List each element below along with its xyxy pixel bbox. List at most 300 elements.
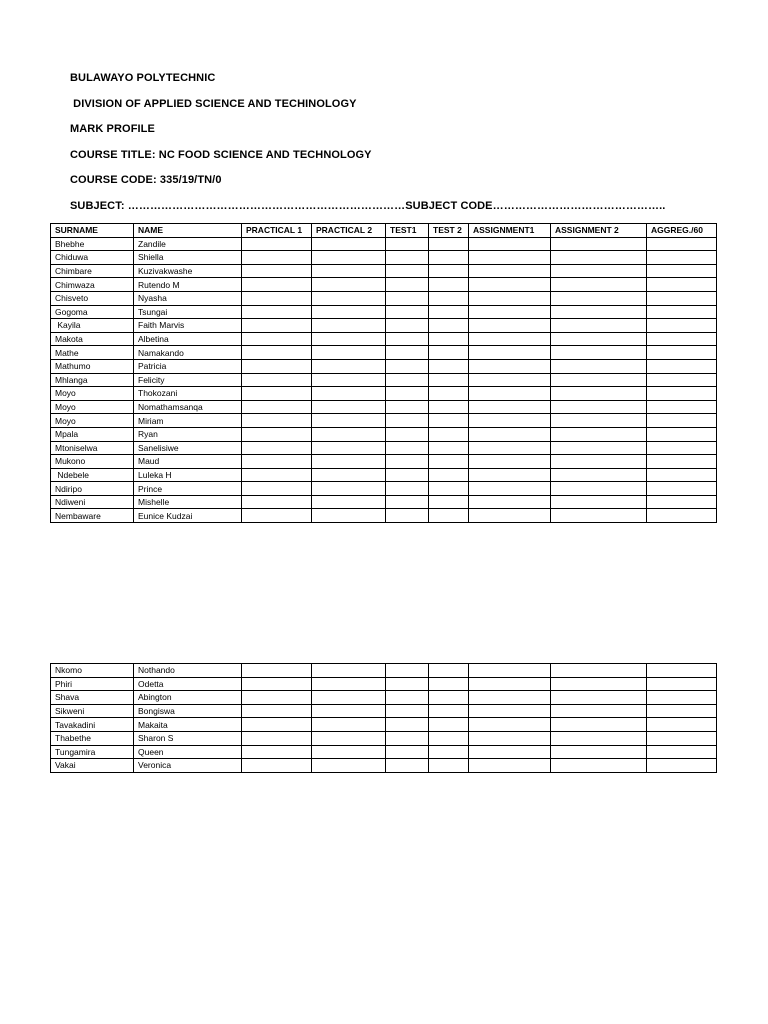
assignment-2-cell: [551, 305, 647, 319]
practical-1-cell: [242, 291, 312, 305]
assignment-1-cell: [469, 414, 551, 428]
practical-1-cell: [242, 414, 312, 428]
name-cell: Miriam: [134, 414, 242, 428]
aggregate-cell: [647, 441, 717, 455]
assignment-2-cell: [551, 455, 647, 469]
table-row: [51, 745, 717, 759]
test-1-cell: [386, 677, 429, 691]
aggregate-cell: [647, 305, 717, 319]
table-row: [51, 359, 717, 373]
test-2-cell: [429, 509, 469, 523]
surname-cell: Makota: [51, 332, 134, 346]
table-row: [51, 441, 717, 455]
surname-cell: Mathe: [51, 346, 134, 360]
assignment-1-cell: [469, 677, 551, 691]
table-row: [51, 400, 717, 414]
assignment-2-cell: [551, 704, 647, 718]
assignment-1-cell: [469, 745, 551, 759]
name-cell: Eunice Kudzai: [134, 509, 242, 523]
surname-cell: Mpala: [51, 427, 134, 441]
assignment-2-cell: [551, 291, 647, 305]
test-1-cell: [386, 455, 429, 469]
test-1-cell: [386, 664, 429, 678]
aggregate-cell: [647, 731, 717, 745]
assignment-1-cell: [469, 359, 551, 373]
table-row: [51, 387, 717, 401]
surname-cell: Chimwaza: [51, 278, 134, 292]
surname-cell: Shava: [51, 691, 134, 705]
table-row: [51, 704, 717, 718]
course-title: COURSE TITLE: NC FOOD SCIENCE AND TECHNOLOGY: [70, 149, 372, 161]
test-1-cell: [386, 346, 429, 360]
practical-2-cell: [312, 455, 386, 469]
assignment-1-cell: [469, 237, 551, 251]
surname-cell: Chiduwa: [51, 251, 134, 265]
assignment-2-cell: [551, 441, 647, 455]
practical-2-cell: [312, 664, 386, 678]
practical-2-cell: [312, 400, 386, 414]
practical-1-cell: [242, 704, 312, 718]
practical-1-cell: [242, 387, 312, 401]
assignment-1-cell: [469, 278, 551, 292]
assignment-1-cell: [469, 346, 551, 360]
document-title: MARK PROFILE: [70, 123, 155, 135]
mark-table-bottom: [50, 663, 717, 773]
table-row: [51, 346, 717, 360]
surname-cell: Sikweni: [51, 704, 134, 718]
name-cell: Makaita: [134, 718, 242, 732]
test-1-cell: [386, 482, 429, 496]
practical-2-cell: [312, 509, 386, 523]
aggregate-cell: [647, 677, 717, 691]
institution-name: BULAWAYO POLYTECHNIC: [70, 72, 216, 84]
practical-2-cell: [312, 495, 386, 509]
surname-cell: Bhebhe: [51, 237, 134, 251]
test-2-cell: [429, 677, 469, 691]
practical-2-cell: [312, 745, 386, 759]
assignment-1-cell: [469, 455, 551, 469]
practical-2-cell: [312, 677, 386, 691]
assignment-1-cell: [469, 495, 551, 509]
test-2-cell: [429, 759, 469, 773]
aggregate-cell: [647, 482, 717, 496]
practical-1-cell: [242, 237, 312, 251]
column-header-practical-1: PRACTICAL 1: [242, 224, 312, 238]
name-cell: Nomathamsanqa: [134, 400, 242, 414]
assignment-2-cell: [551, 718, 647, 732]
practical-1-cell: [242, 677, 312, 691]
table-row: [51, 251, 717, 265]
practical-1-cell: [242, 427, 312, 441]
test-1-cell: [386, 387, 429, 401]
aggregate-cell: [647, 291, 717, 305]
practical-1-cell: [242, 745, 312, 759]
name-cell: Veronica: [134, 759, 242, 773]
practical-2-cell: [312, 264, 386, 278]
surname-cell: Moyo: [51, 387, 134, 401]
column-header-test-1: TEST1: [386, 224, 429, 238]
assignment-2-cell: [551, 482, 647, 496]
test-1-cell: [386, 400, 429, 414]
name-cell: Thokozani: [134, 387, 242, 401]
practical-1-cell: [242, 278, 312, 292]
name-cell: Prince: [134, 482, 242, 496]
test-1-cell: [386, 468, 429, 482]
name-cell: Queen: [134, 745, 242, 759]
practical-1-cell: [242, 691, 312, 705]
name-cell: Sharon S: [134, 731, 242, 745]
name-cell: Rutendo M: [134, 278, 242, 292]
surname-cell: Tungamira: [51, 745, 134, 759]
assignment-1-cell: [469, 441, 551, 455]
aggregate-cell: [647, 414, 717, 428]
assignment-2-cell: [551, 731, 647, 745]
table-row: [51, 264, 717, 278]
aggregate-cell: [647, 400, 717, 414]
aggregate-cell: [647, 468, 717, 482]
table-row: [51, 677, 717, 691]
test-2-cell: [429, 427, 469, 441]
practical-1-cell: [242, 455, 312, 469]
test-2-cell: [429, 264, 469, 278]
practical-2-cell: [312, 373, 386, 387]
assignment-2-cell: [551, 468, 647, 482]
assignment-1-cell: [469, 509, 551, 523]
table-row: [51, 455, 717, 469]
name-cell: Kuzivakwashe: [134, 264, 242, 278]
surname-cell: Vakai: [51, 759, 134, 773]
test-1-cell: [386, 745, 429, 759]
assignment-2-cell: [551, 264, 647, 278]
test-2-cell: [429, 278, 469, 292]
practical-1-cell: [242, 495, 312, 509]
assignment-1-cell: [469, 691, 551, 705]
practical-1-cell: [242, 264, 312, 278]
assignment-1-cell: [469, 704, 551, 718]
test-1-cell: [386, 718, 429, 732]
surname-cell: Moyo: [51, 414, 134, 428]
test-2-cell: [429, 414, 469, 428]
assignment-2-cell: [551, 691, 647, 705]
assignment-2-cell: [551, 400, 647, 414]
practical-1-cell: [242, 718, 312, 732]
practical-2-cell: [312, 305, 386, 319]
assignment-1-cell: [469, 718, 551, 732]
assignment-1-cell: [469, 759, 551, 773]
table-row: [51, 291, 717, 305]
name-cell: Mishelle: [134, 495, 242, 509]
test-2-cell: [429, 468, 469, 482]
aggregate-cell: [647, 278, 717, 292]
table-row: [51, 718, 717, 732]
table-row: [51, 237, 717, 251]
table-row: [51, 759, 717, 773]
practical-2-cell: [312, 387, 386, 401]
assignment-1-cell: [469, 251, 551, 265]
name-cell: Zandile: [134, 237, 242, 251]
aggregate-cell: [647, 759, 717, 773]
table-row: [51, 319, 717, 333]
surname-cell: Mukono: [51, 455, 134, 469]
test-1-cell: [386, 237, 429, 251]
practical-2-cell: [312, 759, 386, 773]
practical-1-cell: [242, 482, 312, 496]
name-cell: Tsungai: [134, 305, 242, 319]
aggregate-cell: [647, 495, 717, 509]
assignment-2-cell: [551, 346, 647, 360]
name-cell: Sanelisiwe: [134, 441, 242, 455]
aggregate-cell: [647, 346, 717, 360]
surname-cell: Ndebele: [51, 468, 134, 482]
test-2-cell: [429, 251, 469, 265]
table-header-row: [51, 224, 717, 238]
assignment-2-cell: [551, 387, 647, 401]
practical-1-cell: [242, 400, 312, 414]
test-1-cell: [386, 427, 429, 441]
assignment-1-cell: [469, 264, 551, 278]
assignment-2-cell: [551, 414, 647, 428]
surname-cell: Phiri: [51, 677, 134, 691]
table-row: [51, 332, 717, 346]
surname-cell: Thabethe: [51, 731, 134, 745]
assignment-2-cell: [551, 677, 647, 691]
name-cell: Shiella: [134, 251, 242, 265]
assignment-1-cell: [469, 731, 551, 745]
assignment-2-cell: [551, 664, 647, 678]
surname-cell: Nembaware: [51, 509, 134, 523]
name-cell: Abington: [134, 691, 242, 705]
test-2-cell: [429, 664, 469, 678]
practical-2-cell: [312, 731, 386, 745]
surname-cell: Mhlanga: [51, 373, 134, 387]
assignment-1-cell: [469, 468, 551, 482]
test-1-cell: [386, 731, 429, 745]
test-1-cell: [386, 359, 429, 373]
practical-1-cell: [242, 332, 312, 346]
assignment-2-cell: [551, 509, 647, 523]
table-row: [51, 482, 717, 496]
test-2-cell: [429, 745, 469, 759]
column-header-name: NAME: [134, 224, 242, 238]
test-1-cell: [386, 509, 429, 523]
test-1-cell: [386, 305, 429, 319]
test-2-cell: [429, 718, 469, 732]
name-cell: Patricia: [134, 359, 242, 373]
practical-2-cell: [312, 332, 386, 346]
aggregate-cell: [647, 509, 717, 523]
surname-cell: Ndiripo: [51, 482, 134, 496]
test-1-cell: [386, 251, 429, 265]
test-2-cell: [429, 373, 469, 387]
practical-2-cell: [312, 251, 386, 265]
test-1-cell: [386, 373, 429, 387]
assignment-1-cell: [469, 664, 551, 678]
surname-cell: Tavakadini: [51, 718, 134, 732]
name-cell: Nyasha: [134, 291, 242, 305]
table-row: [51, 305, 717, 319]
name-cell: Albetina: [134, 332, 242, 346]
test-2-cell: [429, 495, 469, 509]
test-2-cell: [429, 237, 469, 251]
surname-cell: Ndiweni: [51, 495, 134, 509]
table-row: [51, 373, 717, 387]
assignment-2-cell: [551, 745, 647, 759]
practical-1-cell: [242, 664, 312, 678]
test-2-cell: [429, 291, 469, 305]
column-header-practical-2: PRACTICAL 2: [312, 224, 386, 238]
practical-1-cell: [242, 346, 312, 360]
name-cell: Nothando: [134, 664, 242, 678]
aggregate-cell: [647, 359, 717, 373]
column-header-assignment-2: ASSIGNMENT 2: [551, 224, 647, 238]
table-row: [51, 427, 717, 441]
practical-2-cell: [312, 427, 386, 441]
aggregate-cell: [647, 264, 717, 278]
test-2-cell: [429, 441, 469, 455]
table-row: [51, 278, 717, 292]
aggregate-cell: [647, 704, 717, 718]
assignment-2-cell: [551, 237, 647, 251]
test-1-cell: [386, 332, 429, 346]
practical-1-cell: [242, 509, 312, 523]
column-header-aggregate: AGGREG./60: [647, 224, 717, 238]
name-cell: Maud: [134, 455, 242, 469]
aggregate-cell: [647, 455, 717, 469]
assignment-2-cell: [551, 759, 647, 773]
aggregate-cell: [647, 387, 717, 401]
test-1-cell: [386, 691, 429, 705]
test-1-cell: [386, 291, 429, 305]
surname-cell: Kayila: [51, 319, 134, 333]
assignment-1-cell: [469, 305, 551, 319]
mark-table-top: [50, 223, 717, 523]
name-cell: Ryan: [134, 427, 242, 441]
aggregate-cell: [647, 237, 717, 251]
assignment-2-cell: [551, 373, 647, 387]
assignment-2-cell: [551, 319, 647, 333]
test-2-cell: [429, 455, 469, 469]
assignment-2-cell: [551, 278, 647, 292]
assignment-1-cell: [469, 482, 551, 496]
test-1-cell: [386, 704, 429, 718]
practical-2-cell: [312, 346, 386, 360]
test-2-cell: [429, 400, 469, 414]
assignment-2-cell: [551, 332, 647, 346]
practical-2-cell: [312, 237, 386, 251]
assignment-2-cell: [551, 359, 647, 373]
practical-1-cell: [242, 373, 312, 387]
assignment-2-cell: [551, 495, 647, 509]
practical-2-cell: [312, 482, 386, 496]
practical-1-cell: [242, 759, 312, 773]
test-2-cell: [429, 359, 469, 373]
aggregate-cell: [647, 332, 717, 346]
name-cell: Bongiswa: [134, 704, 242, 718]
test-2-cell: [429, 691, 469, 705]
assignment-1-cell: [469, 400, 551, 414]
table-row: [51, 414, 717, 428]
aggregate-cell: [647, 373, 717, 387]
test-2-cell: [429, 731, 469, 745]
surname-cell: Chisveto: [51, 291, 134, 305]
column-header-assignment-1: ASSIGNMENT1: [469, 224, 551, 238]
test-2-cell: [429, 319, 469, 333]
test-1-cell: [386, 759, 429, 773]
aggregate-cell: [647, 427, 717, 441]
assignment-1-cell: [469, 319, 551, 333]
surname-cell: Mathumo: [51, 359, 134, 373]
test-2-cell: [429, 387, 469, 401]
surname-cell: Moyo: [51, 400, 134, 414]
surname-cell: Mtoniselwa: [51, 441, 134, 455]
test-1-cell: [386, 495, 429, 509]
column-header-test-2: TEST 2: [429, 224, 469, 238]
practical-2-cell: [312, 414, 386, 428]
test-1-cell: [386, 264, 429, 278]
table-row: [51, 664, 717, 678]
name-cell: Faith Marvis: [134, 319, 242, 333]
test-2-cell: [429, 346, 469, 360]
practical-2-cell: [312, 278, 386, 292]
table-row: [51, 731, 717, 745]
assignment-2-cell: [551, 427, 647, 441]
aggregate-cell: [647, 251, 717, 265]
practical-2-cell: [312, 291, 386, 305]
surname-cell: Gogoma: [51, 305, 134, 319]
subject-line: SUBJECT: …………………………………………………………………SUBJECT CODE………………………………………..: [70, 200, 666, 212]
practical-2-cell: [312, 718, 386, 732]
practical-1-cell: [242, 319, 312, 333]
division-name: DIVISION OF APPLIED SCIENCE AND TECHINOLOGY: [70, 98, 357, 110]
table-row: [51, 691, 717, 705]
aggregate-cell: [647, 664, 717, 678]
assignment-1-cell: [469, 427, 551, 441]
test-1-cell: [386, 278, 429, 292]
test-1-cell: [386, 319, 429, 333]
column-header-surname: SURNAME: [51, 224, 134, 238]
surname-cell: Chimbare: [51, 264, 134, 278]
assignment-1-cell: [469, 291, 551, 305]
test-2-cell: [429, 704, 469, 718]
surname-cell: Nkomo: [51, 664, 134, 678]
practical-2-cell: [312, 441, 386, 455]
practical-1-cell: [242, 305, 312, 319]
assignment-1-cell: [469, 373, 551, 387]
test-1-cell: [386, 441, 429, 455]
practical-2-cell: [312, 319, 386, 333]
test-2-cell: [429, 332, 469, 346]
assignment-1-cell: [469, 387, 551, 401]
table-row: [51, 495, 717, 509]
aggregate-cell: [647, 718, 717, 732]
test-1-cell: [386, 414, 429, 428]
aggregate-cell: [647, 745, 717, 759]
name-cell: Namakando: [134, 346, 242, 360]
practical-2-cell: [312, 359, 386, 373]
test-2-cell: [429, 305, 469, 319]
name-cell: Felicity: [134, 373, 242, 387]
table-row: [51, 468, 717, 482]
table-row: [51, 509, 717, 523]
practical-2-cell: [312, 691, 386, 705]
course-code: COURSE CODE: 335/19/TN/0: [70, 174, 222, 186]
practical-1-cell: [242, 731, 312, 745]
practical-1-cell: [242, 359, 312, 373]
practical-1-cell: [242, 468, 312, 482]
assignment-1-cell: [469, 332, 551, 346]
aggregate-cell: [647, 319, 717, 333]
name-cell: Odetta: [134, 677, 242, 691]
